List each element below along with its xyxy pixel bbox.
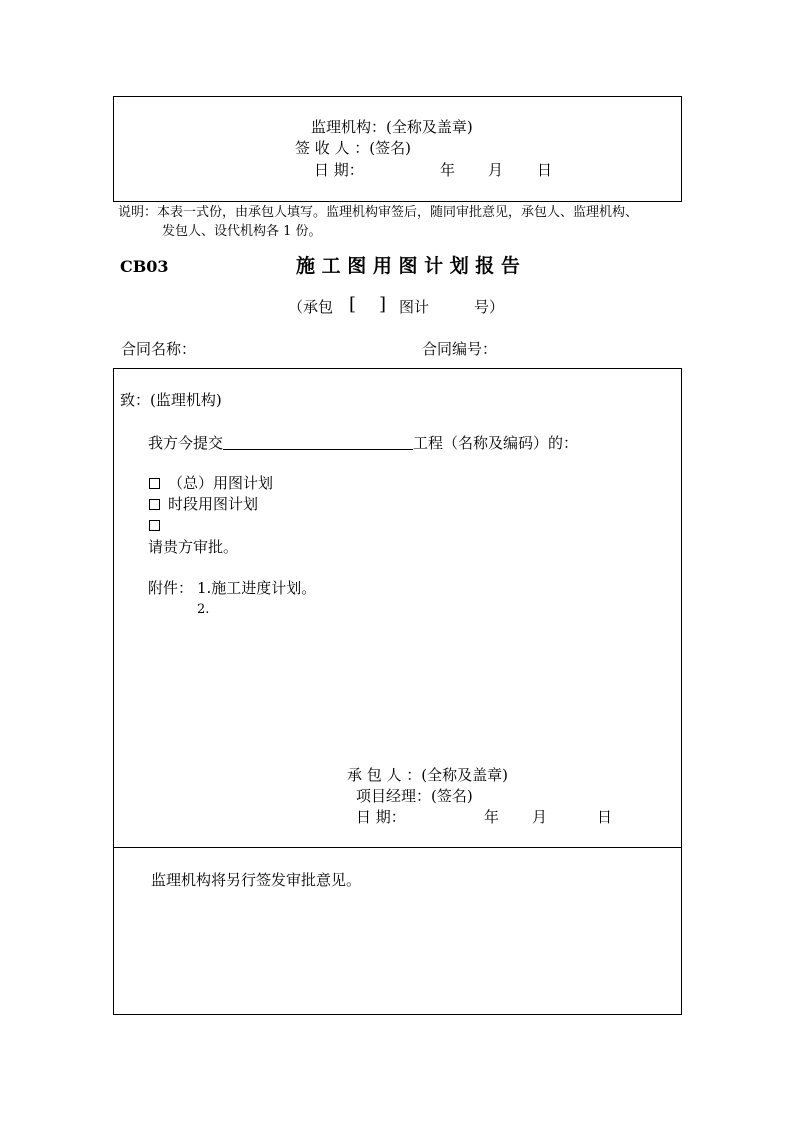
submit-line xyxy=(148,433,578,453)
note-line-2: 发包人、设代机构各 1 份。 xyxy=(162,224,322,239)
request-text: 请贵方审批。 xyxy=(148,538,239,556)
subtitle-bracket-open: [ xyxy=(349,294,357,315)
main-date-day: 日 xyxy=(597,808,613,826)
submit-prefix: 我方今提交 xyxy=(148,434,224,452)
contract-no-label: 合同编号： xyxy=(422,340,498,358)
project-name-blank[interactable] xyxy=(223,435,413,450)
attachment-2: 2. xyxy=(197,602,210,617)
attachments-label: 附件： xyxy=(148,579,194,597)
attachment-1: 1.施工进度计划。 xyxy=(197,579,317,597)
option-label: 时段用图计划 xyxy=(168,495,259,513)
main-date-month: 月 xyxy=(532,808,548,826)
option-period-plan[interactable] xyxy=(149,494,258,514)
top-date-month: 月 xyxy=(488,161,504,179)
form-code: CB03 xyxy=(120,257,169,276)
project-manager-label: 项目经理：(签名) xyxy=(356,787,473,805)
addressee-label: 致：(监理机构) xyxy=(120,391,222,409)
checkbox-icon[interactable] xyxy=(149,478,160,489)
main-date-year: 年 xyxy=(484,808,500,826)
top-date-day: 日 xyxy=(537,161,553,179)
subtitle-bracket-close: ] xyxy=(379,294,387,315)
top-date-label: 日 期： xyxy=(314,161,364,179)
checkbox-icon[interactable] xyxy=(149,520,160,531)
option-total-plan[interactable] xyxy=(149,473,273,493)
contract-name-label: 合同名称： xyxy=(121,340,197,358)
submit-suffix: 工程（名称及编码）的： xyxy=(413,434,579,452)
supervisor-org-label: 监理机构：(全称及盖章) xyxy=(311,118,473,136)
approval-opinion-text: 监理机构将另行签发审批意见。 xyxy=(151,871,362,889)
option-label: （总）用图计划 xyxy=(168,474,274,492)
option-blank[interactable] xyxy=(149,515,168,535)
main-date-label: 日 期： xyxy=(356,808,406,826)
checkbox-icon[interactable] xyxy=(149,499,160,510)
contractor-label: 承 包 人 ：(全称及盖章) xyxy=(347,766,509,784)
note-line-1: 说明：本表一式份，由承包人填写。监理机构审签后，随同审批意见，承包人、监理机构、 xyxy=(118,205,639,220)
subtitle-suffix: 号） xyxy=(474,298,505,316)
top-date-year: 年 xyxy=(440,161,456,179)
form-title: 施 工 图 用 图 计 划 报 告 xyxy=(296,255,520,277)
subtitle-mid: 图计 xyxy=(399,298,430,316)
subtitle-prefix: （承包 xyxy=(288,298,334,316)
receiver-label: 签 收 人 ：(签名) xyxy=(295,139,412,157)
